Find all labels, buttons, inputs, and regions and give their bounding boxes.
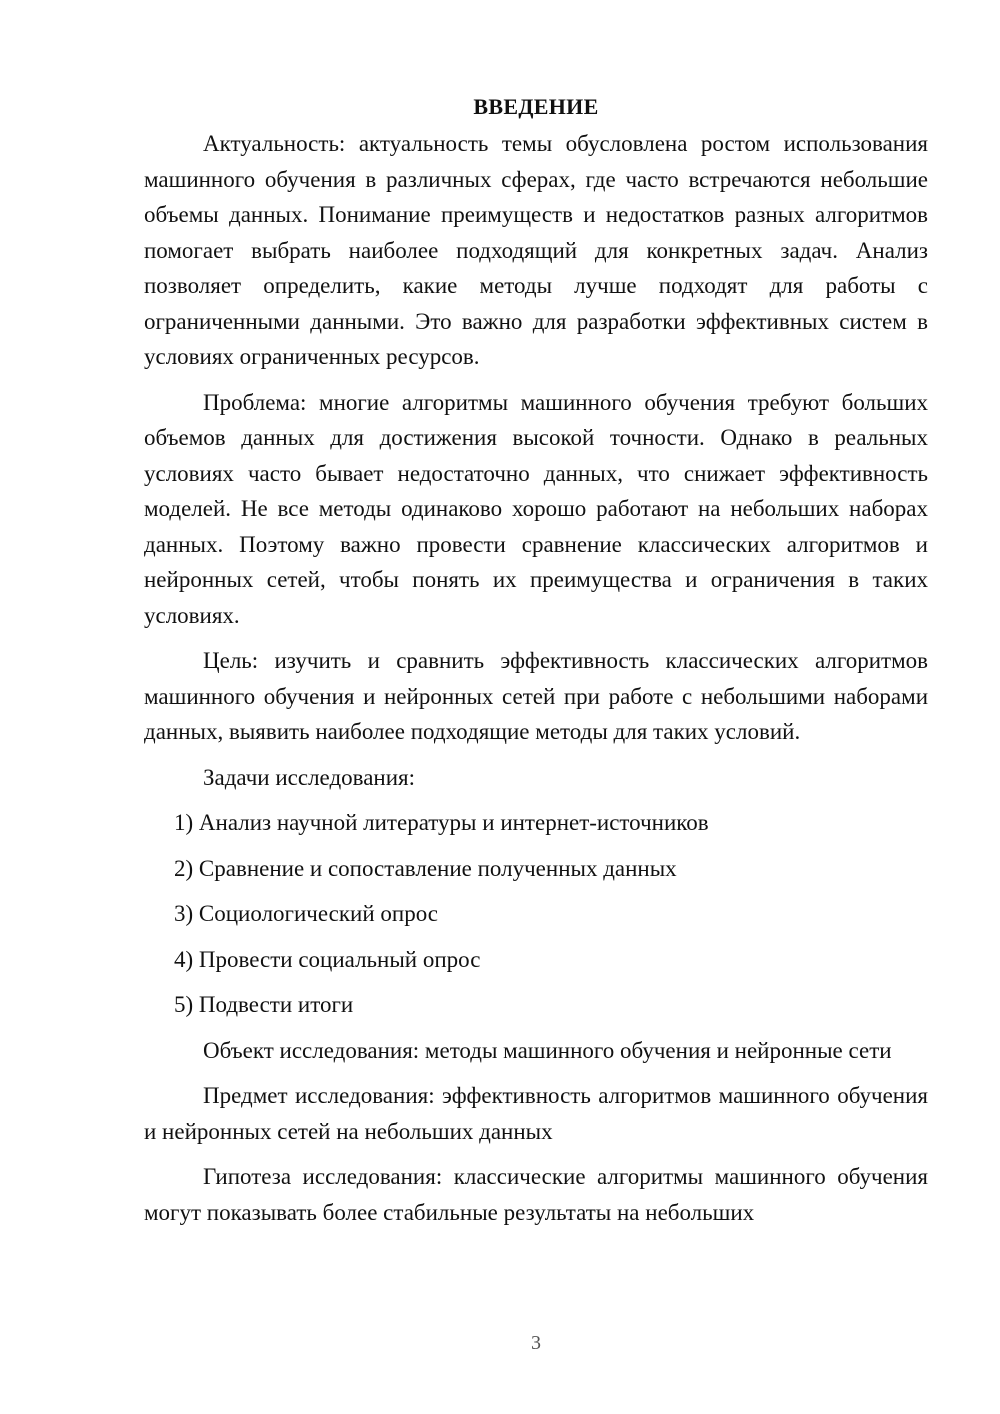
hypothesis-paragraph: Гипотеза исследования: классические алгоритмы машинного обучения могут показывать более стабильные результаты на небольших [144, 1164, 928, 1225]
task-item-3: 3) Социологический опрос [174, 901, 438, 926]
page-title: ВВЕДЕНИЕ [473, 94, 599, 119]
task-item-1: 1) Анализ научной литературы и интернет-источников [174, 810, 709, 835]
task-item-5: 5) Подвести итоги [174, 992, 354, 1017]
subject-paragraph: Предмет исследования: эффективность алгоритмов машинного обучения и нейронных сетей на небольших данных [144, 1083, 928, 1144]
task-item-2: 2) Сравнение и сопоставление полученных данных [174, 855, 677, 881]
problem-paragraph: Проблема: многие алгоритмы машинного обучения требуют больших объемов данных для достижения высокой точности. Однако в реальных условиях часто бывает недостаточно данных, что снижает эффективность моделей. Не все методы одинаково хорошо работают на небольших наборах данных. Поэтому важно провести сравнение классических алгоритмов и нейронных сетей, чтобы понять их преимущества и ограничения в таких условиях. [144, 389, 928, 628]
goal-paragraph: Цель: изучить и сравнить эффективность классических алгоритмов машинного обучения и нейронных сетей при работе с небольшими наборами данных, выявить наиболее подходящие методы для таких условий. [144, 648, 928, 744]
tasks-heading: Задачи исследования: [203, 764, 416, 790]
page-number: 3 [531, 1332, 541, 1354]
task-list [144, 805, 928, 1023]
relevance-paragraph: Актуальность: актуальность темы обусловлена ростом использования машинного обучения в различных сферах, где часто встречаются небольшие объемы данных. Понимание преимуществ и недостатков разных алгоритмов помогает выбрать наиболее подходящий для конкретных задач. Анализ позволяет определить, какие методы лучше подходят для работы с ограниченными данными. Это важно для разработки эффективных систем в условиях ограниченных ресурсов. [144, 131, 928, 369]
object-paragraph: Объект исследования: методы машинного обучения и нейронные сети [203, 1037, 892, 1063]
task-item-4: 4) Провести социальный опрос [174, 946, 481, 972]
page-content [144, 92, 928, 1240]
